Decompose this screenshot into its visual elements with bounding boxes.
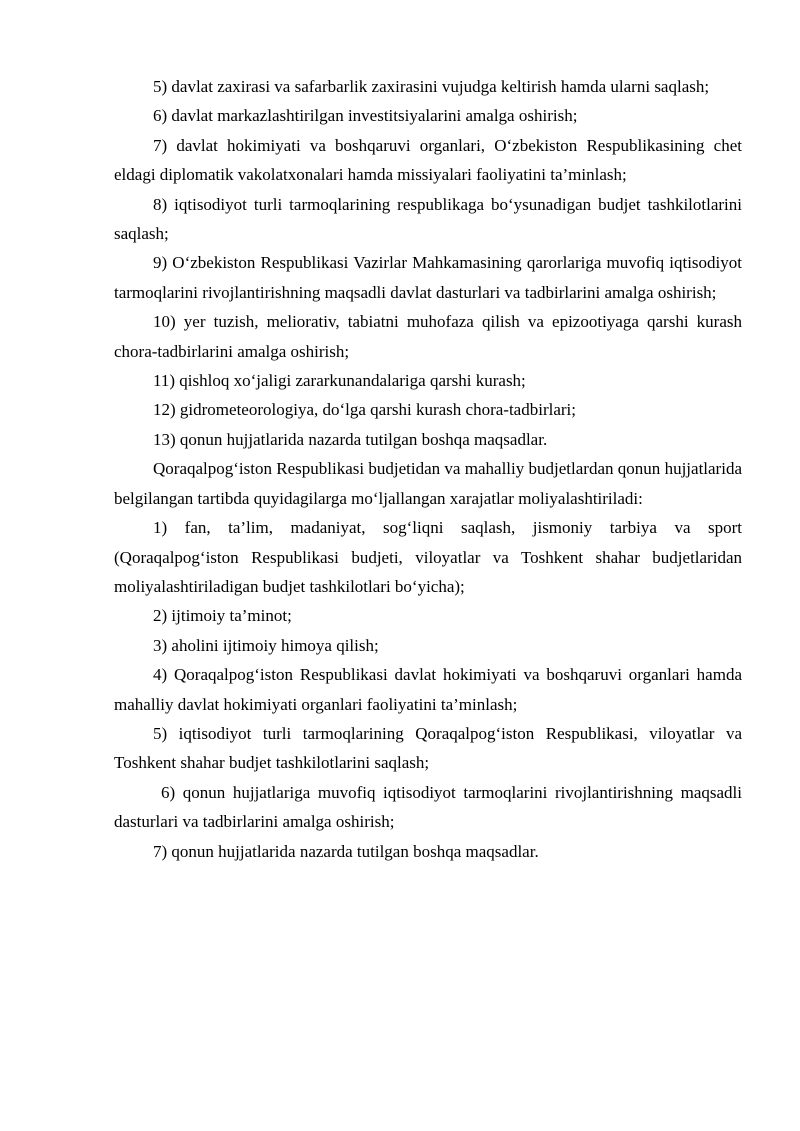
paragraph-item-5-state-reserve: 5) davlat zaxirasi va safarbarlik zaxirasini vujudga keltirish hamda ularni saqlash;	[153, 77, 710, 96]
paragraph-local-item-5-budget-organizations: 5) iqtisodiyot turli tarmoqlarining Qoraqalpog‘iston Respublikasi, viloyatlar va Toshkent shahar budjet tashkilotlarini saqlash;	[114, 723, 742, 773]
document-page	[114, 72, 742, 866]
paragraph-local-item-7-other-purposes: 7) qonun hujjatlarida nazarda tutilgan boshqa maqsadlar.	[153, 841, 539, 861]
paragraph-local-item-3-social-protection: 3) aholini ijtimoiy himoya qilish;	[153, 635, 379, 655]
paragraph-item-9-state-programs: 9) O‘zbekiston Respublikasi Vazirlar Mahkamasining qarorlariga muvofiq iqtisodiyot tarmoqlarini rivojlantirishning maqsadli davlat dasturlari va tadbirlarini amalga oshirish;	[114, 253, 742, 302]
paragraph-item-13-other-purposes: 13) qonun hujjatlarida nazarda tutilgan boshqa maqsadlar.	[153, 429, 548, 449]
paragraph-local-budgets-intro: Qoraqalpog‘iston Respublikasi budjetidan va mahalliy budjetlardan qonun hujjatlarida belgilangan tartibda quyidagilarga mo‘ljallangan xarajatlar moliyalashtiriladi:	[114, 459, 742, 508]
paragraph-item-12-hydrometeorology: 12) gidrometeorologiya, do‘lga qarshi kurash chora-tadbirlari;	[153, 400, 576, 420]
paragraph-item-11-pest-control: 11) qishloq xo‘jaligi zararkunandalariga qarshi kurash;	[153, 371, 526, 391]
paragraph-local-item-2-social-security: 2) ijtimoiy ta’minot;	[153, 606, 292, 626]
paragraph-item-10-land-measures: 10) yer tuzish, meliorativ, tabiatni muhofaza qilish va epizootiyaga qarshi kurash chora-tadbirlarini amalga oshirish;	[114, 312, 742, 361]
paragraph-local-item-6-programs: 6) qonun hujjatlariga muvofiq iqtisodiyot tarmoqlarini rivojlantirishning maqsadli dasturlari va tadbirlarini amalga oshirish;	[114, 782, 742, 832]
paragraph-item-7-state-authorities: 7) davlat hokimiyati va boshqaruvi organlari, O‘zbekiston Respublikasining chet eldagi diplomatik vakolatxonalari hamda missiyalari faoliyatini ta’minlash;	[114, 135, 742, 185]
paragraph-item-6-investments: 6) davlat markazlashtirilgan investitsiyalarini amalga oshirish;	[153, 106, 578, 126]
paragraph-item-8-budget-organizations: 8) iqtisodiyot turli tarmoqlarining respublikaga bo‘ysunadigan budjet tashkilotlarini saqlash;	[114, 194, 742, 244]
paragraph-local-item-4-authorities: 4) Qoraqalpog‘iston Respublikasi davlat hokimiyati va boshqaruvi organlari hamda mahalliy davlat hokimiyati organlari faoliyatini ta’minlash;	[114, 665, 742, 714]
paragraph-local-item-1-science-education: 1) fan, ta’lim, madaniyat, sog‘liqni saqlash, jismoniy tarbiya va sport (Qoraqalpog‘iston Respublikasi budjeti, viloyatlar va Toshkent shahar budjetlaridan moliyalashtiriladigan budjet tashkilotlari bo‘yicha);	[114, 518, 742, 596]
